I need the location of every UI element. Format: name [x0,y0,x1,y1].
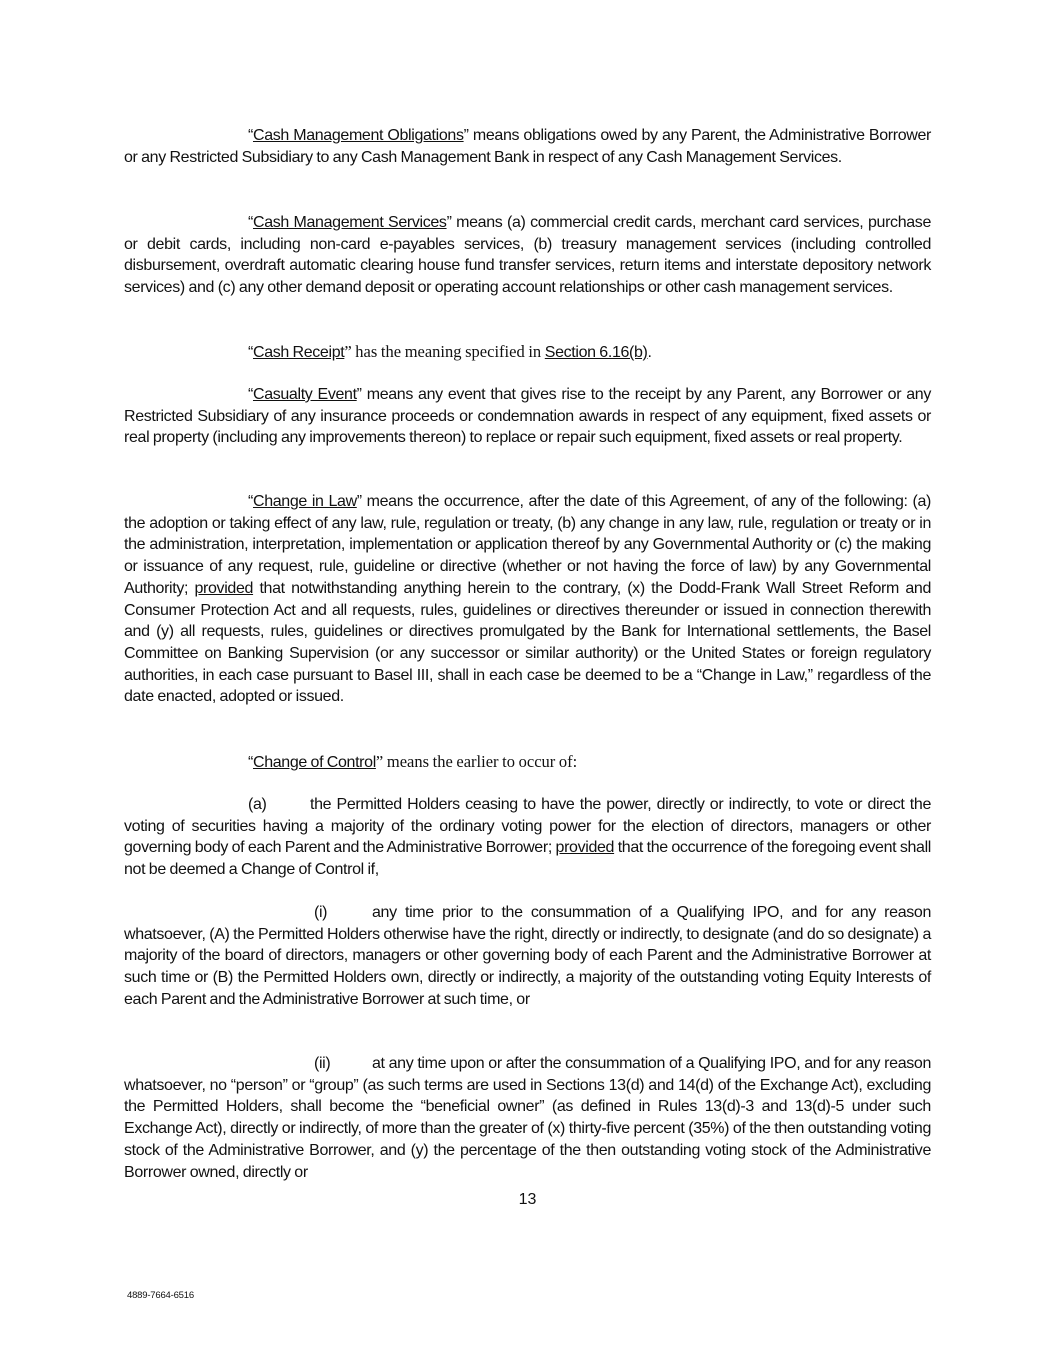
definition-text: ” means the occurrence, after the date of this Agreement, of any of the following: (a) the adoption or taking effect of any law, rule, regulation or treaty, (b) any change in any law, rule, regulation or treaty or in the administration, interpretation, implementation or application thereof by any Governmental Authority or (c) the making or issuance of any request, rule, guideline or directive (whether or not having the force of law) by any Governmental Authority; [124,493,931,597]
clause-label: (i) [314,904,328,921]
document-id: 4889-7664-6516 [127,1290,194,1301]
quote-open: “ [248,127,253,144]
defined-term: Change of Control [252,754,376,771]
quote-open: “ [248,754,253,771]
definition-change-of-control [124,751,931,774]
definition-change-in-law [124,491,931,708]
section-reference: Section 6.16(b) [544,344,648,361]
clause-label: (a) [248,796,267,813]
clause-text: at any time upon or after the consummation of a Qualifying IPO, and for any reason whatsoever, no “person” or “group” (as such terms are used in Sections 13(d) and 14(d) of the Exchange Act), excluding the Permitted Holders, shall become the “beneficial owner” (as defined in Rules 13(d)-3 and 13(d)-5 under such Exchange Act), directly or indirectly, of more than the greater of (x) thirty-five percent (35%) of the then outstanding voting stock of the Administrative Borrower, and (y) the percentage of the then outstanding voting stock of the Administrative Borrower owned, directly or [124,1055,931,1181]
clause-text: any time prior to the consummation of a Qualifying IPO, and for any reason whatsoever, (A) the Permitted Holders otherwise have the right, directly or indirectly, to designate (and do so designate) a majority of the board of directors, managers or other governing body of each Parent and the Administrative Borrower at such time or (B) the Permitted Holders own, directly or indirectly, a majority of the outstanding voting Equity Interests of each Parent and the Administrative Borrower at such time, or [124,904,931,1008]
definition-cash-management-obligations [124,125,931,168]
definition-cash-receipt [124,341,931,364]
clause-i [124,902,931,1011]
clause-ii [124,1053,931,1183]
definition-text: ” means any event that gives rise to the receipt by any Parent, any Borrower or any Restricted Subsidiary of any insurance proceeds or condemnation awards in respect of any equipment, fixed assets or real property (including any improvements thereon) to replace or repair such equipment, fixed assets or real property. [124,386,931,447]
definition-text-continued: that notwithstanding anything herein to the contrary, (x) the Dodd-Frank Wall Street Reform and Consumer Protection Act and all requests, rules, guidelines or directives thereunder or issued in connection therewith and (y) all requests, rules, guidelines or directives promulgated by the Bank for International settlements, the Basel Committee on Banking Supervision (or any successor or similar authority) or the United States or foreign regulatory authorities, in each case pursuant to Basel III, shall in each case be deemed to be a “Change in Law,” regardless of the date enacted, adopted or issued. [124,579,931,706]
quote-open: “ [248,386,253,403]
quote-open: “ [248,214,253,231]
clause-text: the Permitted Holders ceasing to have the power, directly or indirectly, to vote or direct the voting of securities having a majority of the ordinary voting power for the election of directors, managers or other governing body of each Parent and the Administrative Borrower; [124,796,931,857]
quote-open: “ [248,493,253,510]
definition-text: ” has the meaning specified in [344,342,545,361]
defined-term: Change in Law [252,493,357,510]
definition-text: ” means (a) commercial credit cards, merchant card services, purchase or debit cards, including non-card e-payables services, (b) treasury management services (including controlled disbursement, overdraft automatic clearing house fund transfer services, return items and interstate depository network services) and (c) any other demand deposit or operating account relationships or other cash management services. [124,214,932,297]
proviso-term: provided [194,579,254,597]
definition-text: ” means obligations owed by any Parent, the Administrative Borrower or any Restricted Subsidiary to any Cash Management Bank in respect of any Cash Management Services. [124,127,932,166]
clause-text-continued: that the occurrence of the foregoing event shall not be deemed a Change of Control if, [124,839,931,879]
defined-term: Cash Management Services [252,214,447,231]
definition-text: ” means the earlier to occur of: [375,752,578,771]
defined-term: Cash Management Obligations [252,127,464,144]
clause-label: (ii) [314,1055,331,1072]
defined-term: Cash Receipt [252,344,345,361]
quote-open: “ [248,344,253,361]
defined-term: Casualty Event [252,386,357,403]
period: . [647,344,652,361]
proviso-term: provided [555,839,615,857]
clause-a [124,794,931,881]
page-number: 13 [518,1191,537,1208]
definition-casualty-event [124,384,931,449]
definition-cash-management-services [124,212,931,299]
